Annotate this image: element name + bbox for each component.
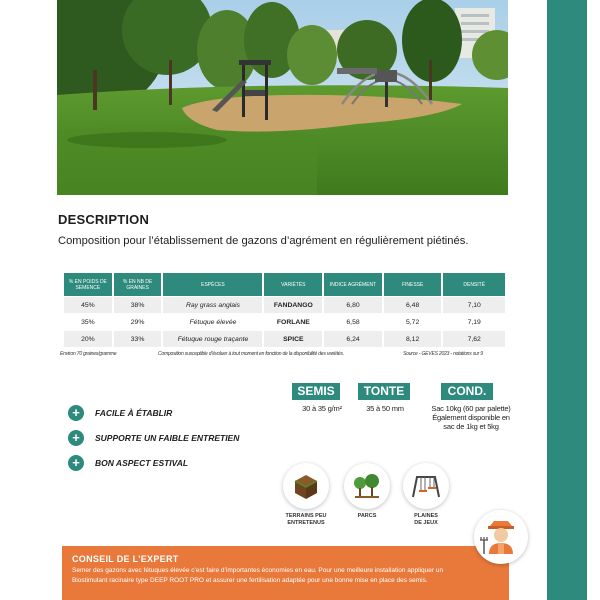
cell-variety: SPICE <box>264 331 322 347</box>
table-header-row <box>64 273 505 296</box>
feature-label: BON ASPECT ESTIVAL <box>95 458 189 468</box>
park-icon <box>344 463 390 509</box>
seed-mix-table <box>62 272 507 348</box>
cell-fineness: 6,48 <box>384 297 442 313</box>
col-header-density: DENSITÉ <box>443 273 505 296</box>
cell-index: 6,24 <box>324 331 382 347</box>
cell-variety: FORLANE <box>276 318 310 326</box>
spec-tonte-value: 35 à 50 mm <box>366 404 404 413</box>
spec-semis-label: SEMIS <box>292 383 340 400</box>
cell-index: 6,58 <box>346 318 360 326</box>
soil-icon <box>283 463 329 509</box>
spec-cond-value <box>425 404 517 431</box>
col-header-species: ESPÈCES <box>163 273 262 296</box>
usage-label <box>337 513 397 520</box>
spec-cond-line: sac de 1kg et 5kg <box>443 422 499 431</box>
cell-index: 6,80 <box>324 297 382 313</box>
side-accent-bar <box>547 0 587 600</box>
plus-icon: + <box>68 430 84 446</box>
table-row <box>64 314 505 330</box>
table-note-composition: Composition susceptible d’évoluer à tout moment en fonction de la disponibilité des variétés. <box>158 351 344 357</box>
feature-item <box>68 405 172 421</box>
plus-icon: + <box>68 405 84 421</box>
feature-label: SUPPORTE UN FAIBLE ENTRETIEN <box>95 433 240 443</box>
cell-species: Fétuque rouge traçante <box>163 331 262 347</box>
spec-cond-line: Également disponible en <box>432 413 510 422</box>
cell-density: 7,19 <box>467 318 481 326</box>
cell-fineness: 5,72 <box>406 318 420 326</box>
cell-species: Fétuque élevée <box>189 318 237 326</box>
spec-cond-line: Sac 10kg (60 par palette) <box>431 404 511 413</box>
col-header-fineness: FINESSE <box>384 273 442 296</box>
cell-seed-count: 33% <box>114 331 162 347</box>
table-row <box>64 297 505 313</box>
cell-seed-count: 29% <box>130 318 145 326</box>
usage-label-line: PLAINES <box>414 513 438 519</box>
usage-label <box>396 513 456 527</box>
spec-semis-value: 30 à 35 g/m² <box>302 404 342 413</box>
cell-weight: 35% <box>81 318 95 326</box>
usage-label-line: ENTRETENUS <box>287 520 325 526</box>
cell-species: Ray grass anglais <box>163 297 262 313</box>
cell-weight: 20% <box>64 331 112 347</box>
feature-item <box>68 430 239 446</box>
expert-advice-text: Semer des gazons avec fétuques élevée c’est faire d’importantes économies en eau. Pour une meilleure installation appliquer un Biostimulant racinaire type DEEP ROOT PRO et assurer une fertilisation adaptée pour une bonne mise en place des semis. <box>72 567 444 584</box>
table-note-source: Source - GEVES 2023 - notations sur 9 <box>403 351 483 357</box>
cell-seed-count: 38% <box>114 297 162 313</box>
playground-icon <box>403 463 449 509</box>
cell-density: 7,10 <box>443 297 505 313</box>
description-title: DESCRIPTION <box>58 212 150 227</box>
usage-label-line: TERRAINS PEU <box>285 513 327 519</box>
spec-tonte-label: TONTE <box>358 383 410 400</box>
gardener-icon <box>474 510 528 564</box>
spec-cond-label: COND. <box>441 383 493 400</box>
expert-advice-title: CONSEIL DE L’EXPERT <box>72 554 179 564</box>
col-header-weight: % EN POIDS DE SEMENCE <box>64 273 112 296</box>
description-text: Composition pour l’établissement de gazons d’agrément en régulièrement piétinés. <box>58 235 469 247</box>
usage-label-line: DE JEUX <box>414 520 438 526</box>
usage-label-line: PARCS <box>357 513 377 519</box>
col-header-index: INDICE AGRÉMENT <box>324 273 382 296</box>
cell-weight: 45% <box>64 297 112 313</box>
usage-label <box>276 513 336 527</box>
cell-variety: FANDANGO <box>264 297 322 313</box>
cell-fineness: 8,12 <box>384 331 442 347</box>
plus-icon: + <box>68 455 84 471</box>
cell-density: 7,62 <box>443 331 505 347</box>
table-row <box>64 331 505 347</box>
col-header-seed-count: % EN NB DE GRAINES <box>114 273 162 296</box>
park-playground-photo <box>57 0 508 195</box>
table-note-seeds-per-gram: Environ 70 graines/gramme <box>60 351 117 357</box>
feature-item <box>68 455 188 471</box>
feature-label: FACILE À ÉTABLIR <box>95 408 173 418</box>
col-header-variety: VARIÉTÉS <box>264 273 322 296</box>
